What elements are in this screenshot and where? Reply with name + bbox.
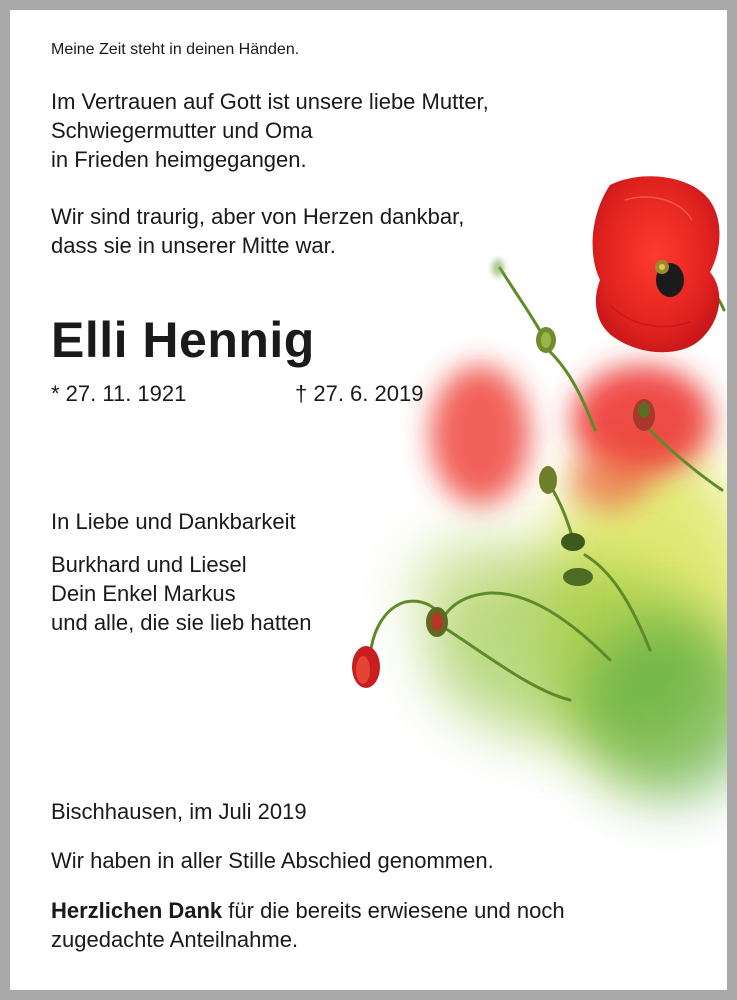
intro-text [51, 87, 489, 174]
farewell-note: Wir haben in aller Stille Abschied genommen. [51, 848, 494, 873]
gratitude-line: dass sie in unserer Mitte war. [51, 233, 336, 258]
place-date: Bischhausen, im Juli 2019 [51, 799, 307, 824]
poppy-blossom [593, 176, 720, 352]
mourners-list [51, 550, 312, 637]
mourners-heading: In Liebe und Dankbarkeit [51, 509, 296, 534]
intro-line: Schwiegermutter und Oma [51, 118, 313, 143]
thanks-line-2: zugedachte Anteilnahme. [51, 927, 299, 952]
deceased-name: Elli Hennig [51, 312, 315, 368]
gratitude-line: Wir sind traurig, aber von Herzen dankbar, [51, 204, 465, 229]
gratitude-text [51, 202, 464, 260]
motto: Meine Zeit steht in deinen Händen. [51, 41, 300, 58]
mourner: und alle, die sie lieb hatten [51, 610, 312, 635]
thanks-note [51, 896, 565, 954]
intro-line: in Frieden heimgegangen. [51, 147, 307, 172]
thanks-rest: für die bereits erwiesene und noch [222, 898, 565, 923]
mourner: Dein Enkel Markus [51, 581, 236, 606]
obituary-card [10, 10, 727, 990]
thanks-bold: Herzlichen Dank [51, 898, 223, 923]
death-date: † 27. 6. 2019 [295, 381, 424, 406]
intro-line: Im Vertrauen auf Gott ist unsere liebe Mutter, [51, 89, 489, 114]
thanks-line [51, 896, 565, 925]
birth-date: * 27. 11. 1921 [51, 381, 187, 406]
mourner: Burkhard und Liesel [51, 552, 247, 577]
